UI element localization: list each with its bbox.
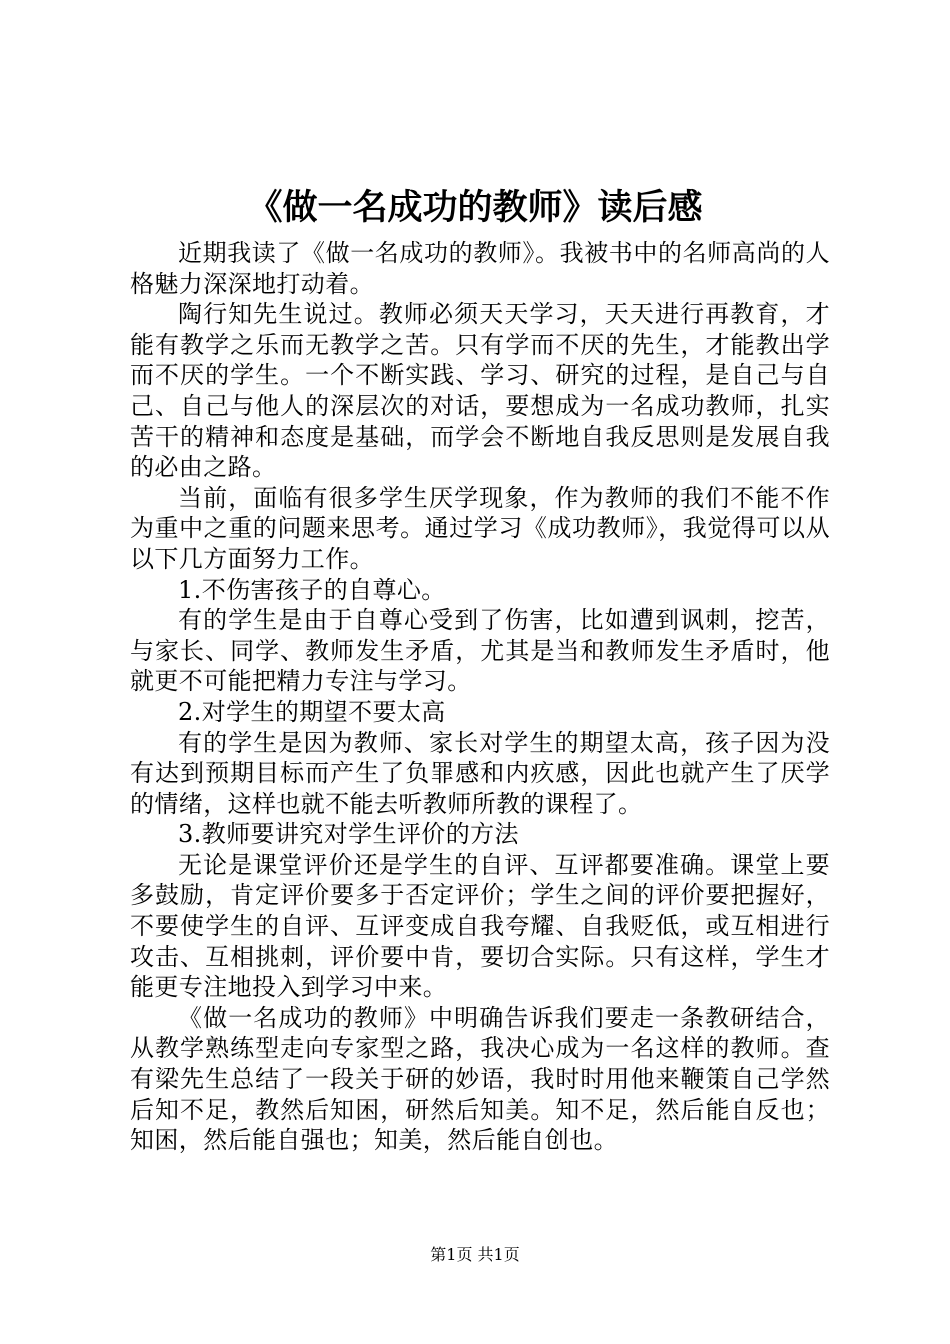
- section-heading-3: 3.教师要讲究对学生评价的方法: [178, 820, 519, 849]
- paragraph-3: 当前，面临有很多学生厌学现象，作为教师的我们不能不作为重中之重的问题来思考。通过学习《成功教师》，我觉得可以从以下几方面努力工作。: [130, 483, 830, 573]
- paragraph-5: 有的学生是因为教师、家长对学生的期望太高，孩子因为没有达到预期目标而产生了负罪感和内疚感，因此也就产生了厌学的情绪，这样也就不能去听教师所教的课程了。: [130, 728, 830, 818]
- paragraph-7: 《做一名成功的教师》中明确告诉我们要走一条教研结合，从教学熟练型走向专家型之路，我决心成为一名这样的教师。查有梁先生总结了一段关于研的妙语，我时时用他来鞭策自己学然后知不足，教然后知困，研然后知美。知不足，然后能自反也；知困，然后能自强也；知美，然后能自创也。: [130, 1003, 830, 1155]
- paragraph-4: 有的学生是由于自尊心受到了伤害，比如遭到讽刺，挖苦，与家长、同学、教师发生矛盾，尤其是当和教师发生矛盾时，他就更不可能把精力专注与学习。: [130, 606, 830, 696]
- document-title: 《做一名成功的教师》读后感: [247, 187, 703, 228]
- section-heading-2: 2.对学生的期望不要太高: [178, 697, 446, 726]
- paragraph-1: 近期我读了《做一名成功的教师》。我被书中的名师高尚的人格魅力深深地打动着。: [130, 239, 830, 298]
- section-heading-1: 1.不伤害孩子的自尊心。: [178, 575, 446, 604]
- paragraph-2: 陶行知先生说过。教师必须天天学习，天天进行再教育，才能有教学之乐而无教学之苦。只有学而不厌的先生，才能教出学而不厌的学生。一个不断实践、学习、研究的过程，是自己与自己、自己与他人的深层次的对话，要想成为一名成功教师，扎实苦干的精神和态度是基础，而学会不断地自我反思则是发展自我的必由之路。: [130, 300, 830, 482]
- document-body: [130, 238, 830, 1156]
- page-footer: 第1页 共1页: [430, 1245, 520, 1264]
- paragraph-6: 无论是课堂评价还是学生的自评、互评都要准确。课堂上要多鼓励，肯定评价要多于否定评价；学生之间的评价要把握好，不要使学生的自评、互评变成自我夸耀、自我贬低，或互相进行攻击、互相挑刺，评价要中肯，要切合实际。只有这样，学生才能更专注地投入到学习中来。: [130, 850, 830, 1002]
